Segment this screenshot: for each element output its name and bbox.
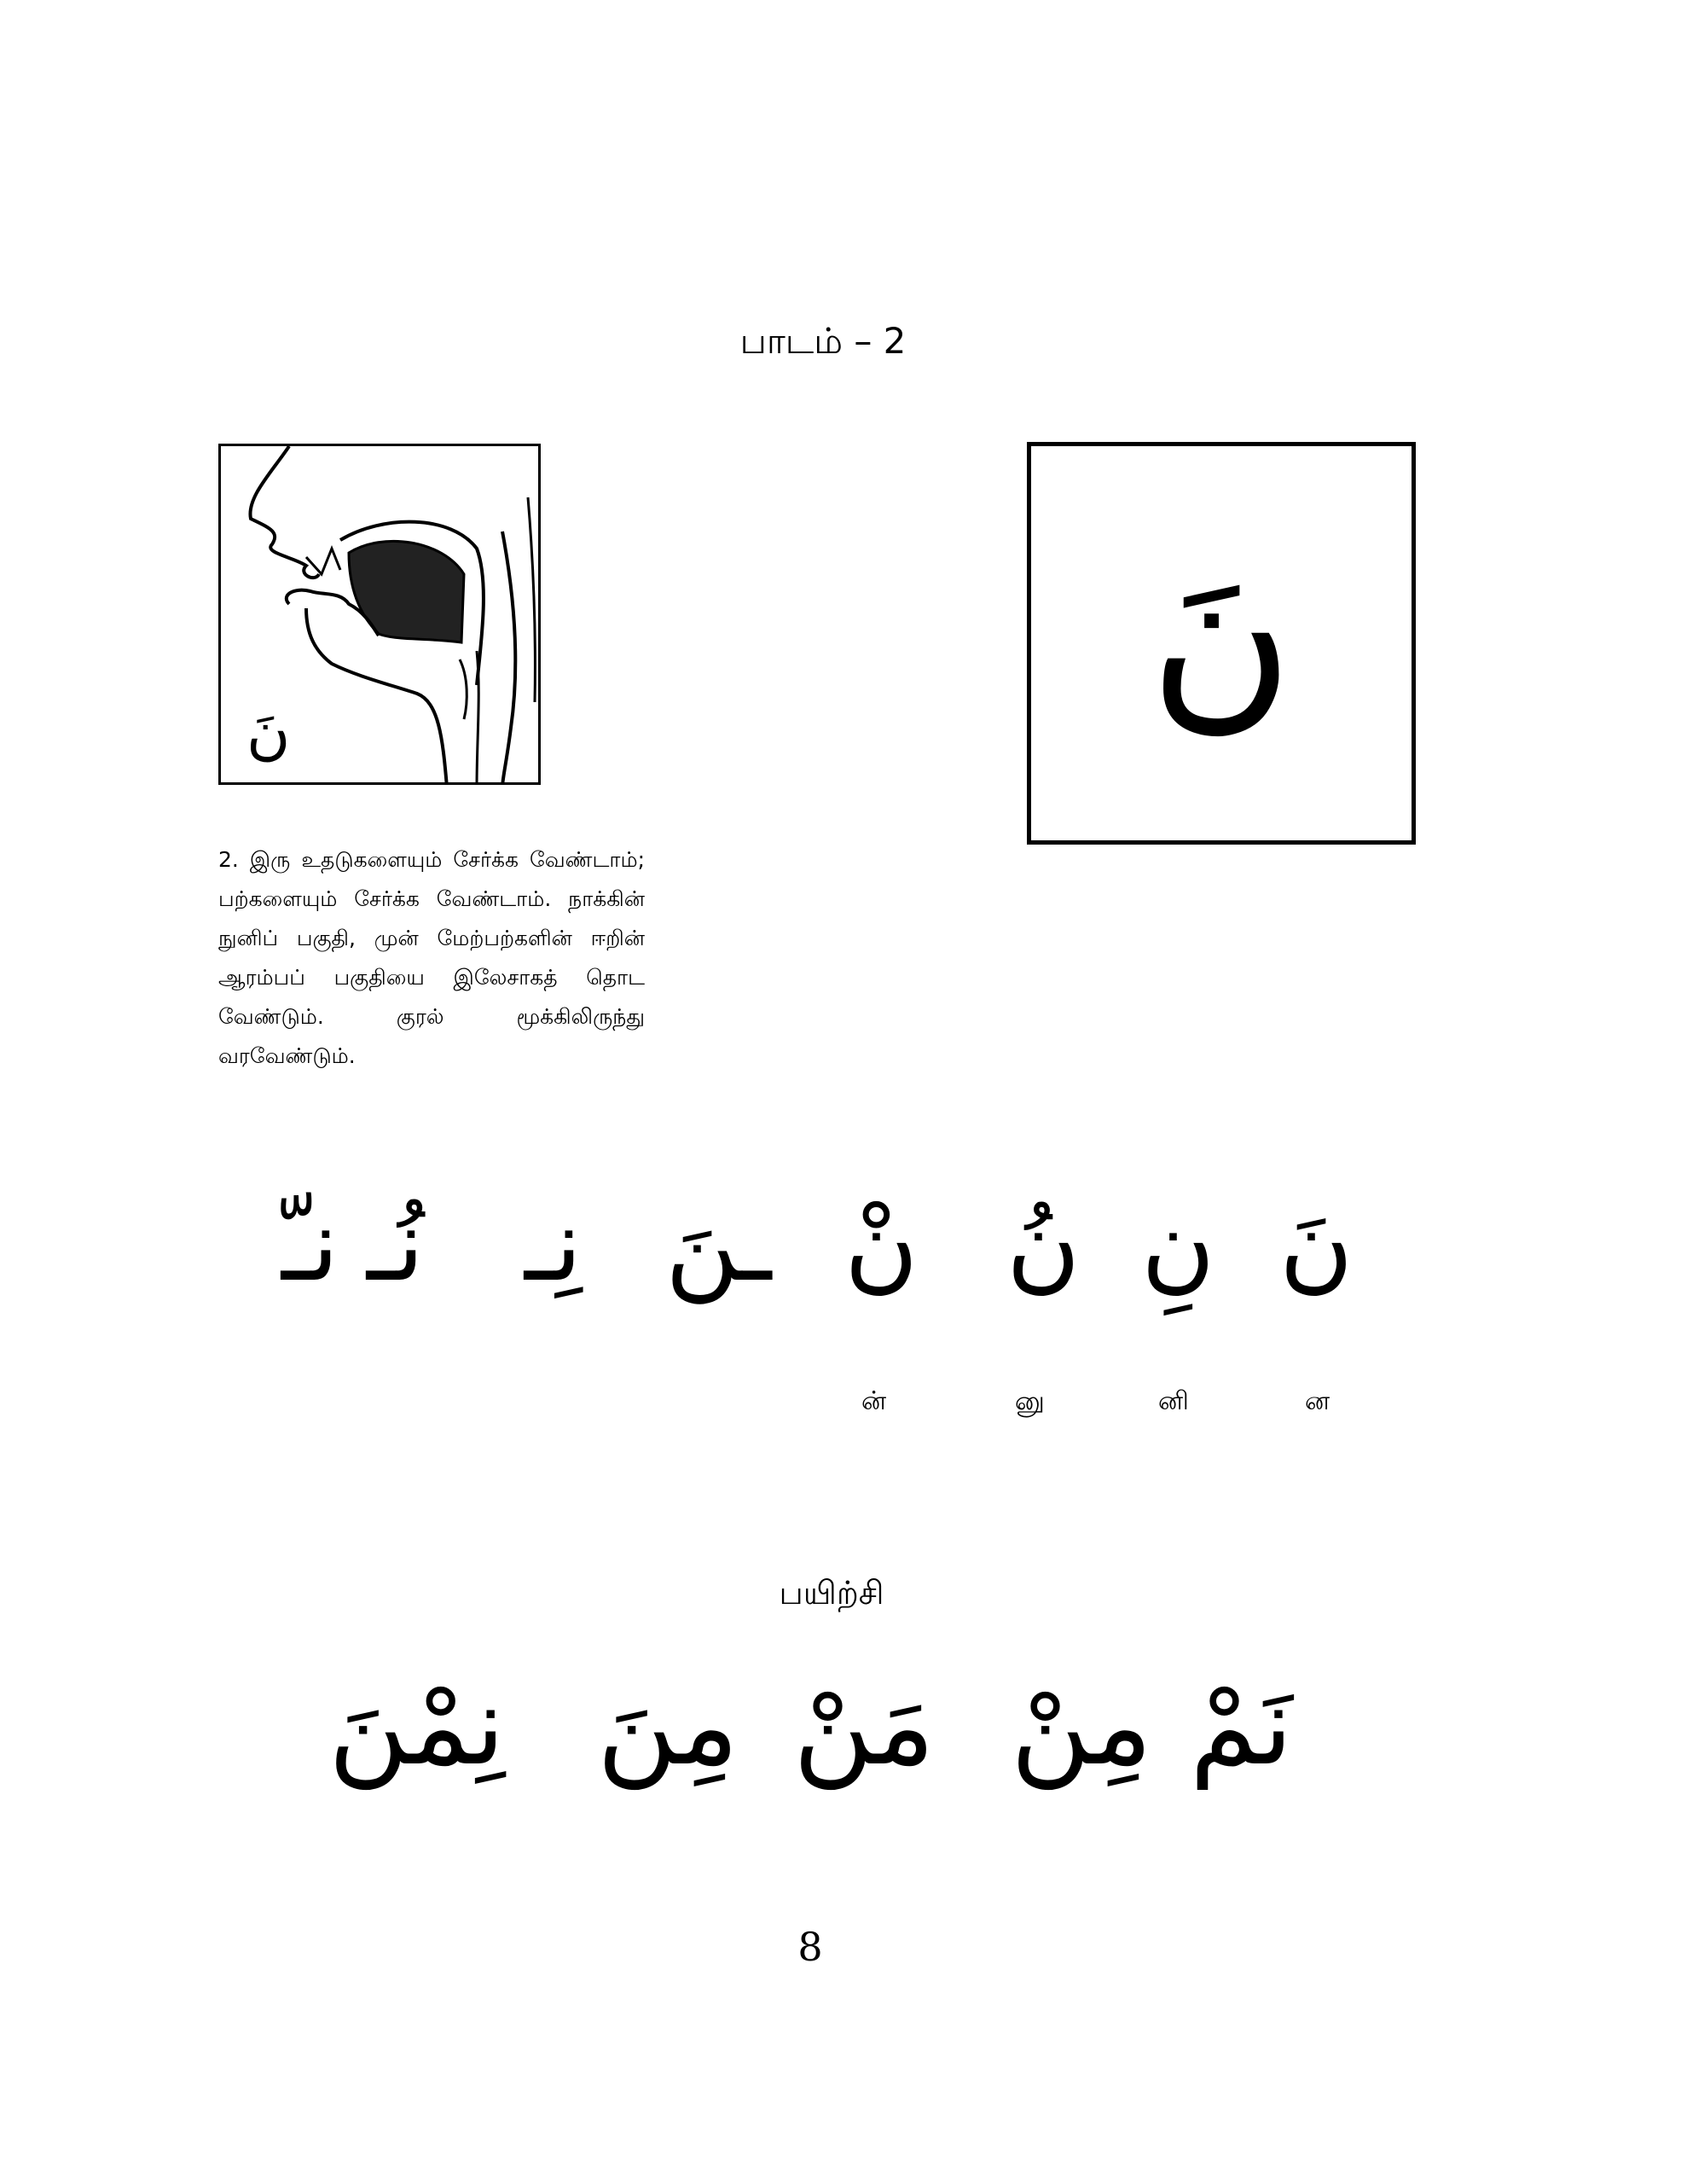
practice-word: مِنْ [1011, 1663, 1152, 1790]
pronunciation-instructions: 2. இரு உதடுகளையும் சேர்க்க வேண்டாம்; பற்களையும் சேர்க்க வேண்டாம். நாக்கின் நுனிப் பகுதி, முன் மேற்பற்களின் ஈறின் ஆரம்பப் பகுதியை இலேசாகத் தொட வேண்டும். குரல் மூக்கிலிருந்து வரவேண்டும். [218, 847, 645, 1068]
letter-form: نُـ [367, 1186, 425, 1304]
letter-form: نِ [1141, 1186, 1215, 1304]
page-number: 8 [797, 1924, 823, 1970]
transliteration: ன [1305, 1386, 1330, 1416]
letter-form: نـّ [281, 1186, 339, 1304]
transliteration: ன் [861, 1386, 887, 1416]
practice-word: نَمْ [1190, 1663, 1293, 1790]
letter-form: نِـ [525, 1186, 583, 1304]
practice-word: نِمْنَ [328, 1663, 506, 1790]
letter-forms-row [256, 1186, 1399, 1382]
mouth-articulation-diagram [218, 444, 541, 785]
diagram-letter: نَ [246, 697, 291, 767]
practice-title: பயிற்சி [779, 1574, 884, 1612]
lesson-title: பாடம் – 2 [739, 320, 907, 362]
letter-form: نُ [1006, 1186, 1081, 1304]
transliteration: னி [1158, 1386, 1189, 1416]
practice-word: مَنْ [793, 1663, 935, 1790]
featured-letter: نَ [1149, 524, 1294, 752]
transliteration: னு [1015, 1386, 1045, 1416]
letter-form: ـنَ [665, 1186, 772, 1304]
letter-form: نَ [1279, 1186, 1354, 1304]
featured-letter-box [1027, 442, 1416, 845]
practice-word: مِنَ [597, 1663, 739, 1790]
letter-form: نْ [844, 1186, 919, 1304]
